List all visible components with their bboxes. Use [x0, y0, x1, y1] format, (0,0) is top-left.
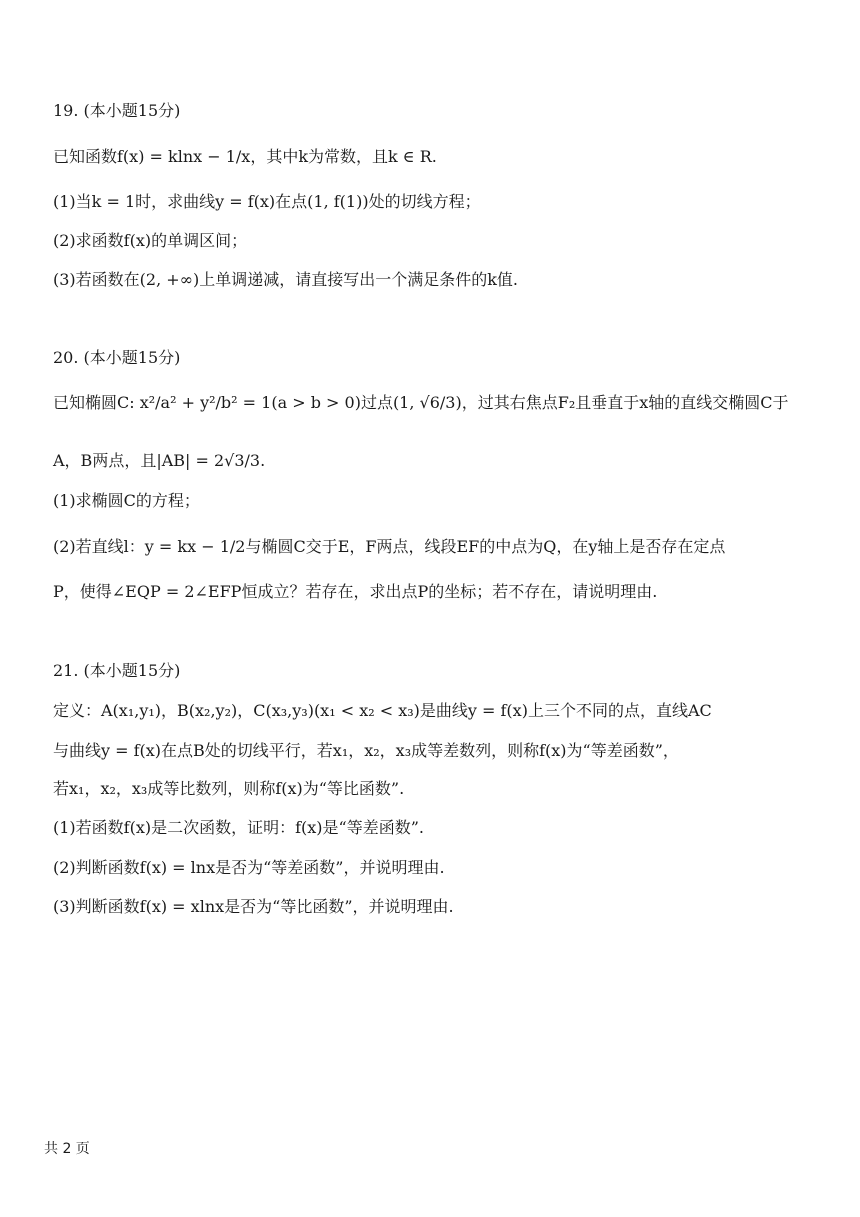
q20-part2-line1: (2)若直线l：y = kx − 1/2与椭圆C交于E，F两点，线段EF的中点为Q，在y轴上是否存在定点: [53, 537, 726, 556]
q21-def-line1: 定义：A(x₁,y₁)，B(x₂,y₂)，C(x₃,y₃)(x₁ < x₂ < x₃)是曲线y = f(x)上三个不同的点，直线AC: [53, 701, 712, 720]
q21-def-line3: 若x₁，x₂，x₃成等比数列，则称f(x)为“等比函数”.: [53, 779, 405, 798]
q21-def-line2: 与曲线y = f(x)在点B处的切线平行，若x₁，x₂，x₃成等差数列，则称f(x)为“等差函数”，: [53, 741, 679, 760]
q21-header: 21. (本小题15分): [53, 661, 181, 680]
q21-part2: (2)判断函数f(x) = lnx是否为“等差函数”，并说明理由.: [53, 858, 445, 877]
q20-stem-line2: A，B两点，且|AB| = 2√3/3.: [53, 451, 266, 470]
q19-stem: 已知函数f(x) = klnx − 1/x，其中k为常数，且k ∈ R.: [53, 147, 437, 166]
q19-part3: (3)若函数在(2, +∞)上单调递减，请直接写出一个满足条件的k值.: [53, 270, 519, 289]
q20-header: 20. (本小题15分): [53, 348, 181, 367]
page-count-footer: 共 2 页: [44, 1141, 90, 1157]
q20-stem-line1: 已知椭圆C: x²/a² + y²/b² = 1(a > b > 0)过点(1, √6/3)，过其右焦点F₂且垂直于x轴的直线交椭圆C于: [53, 393, 789, 412]
q20-part1: (1)求椭圆C的方程；: [53, 491, 200, 510]
q20-part2-line2: P，使得∠EQP = 2∠EFP恒成立？若存在，求出点P的坐标；若不存在，请说明理由.: [53, 582, 658, 601]
q21-part3: (3)判断函数f(x) = xlnx是否为“等比函数”，并说明理由.: [53, 897, 454, 916]
q19-part1: (1)当k = 1时，求曲线y = f(x)在点(1, f(1))处的切线方程；: [53, 192, 481, 211]
q19-header: 19. (本小题15分): [53, 101, 181, 120]
q19-part2: (2)求函数f(x)的单调区间；: [53, 231, 248, 250]
q21-part1: (1)若函数f(x)是二次函数，证明：f(x)是“等差函数”.: [53, 818, 424, 837]
